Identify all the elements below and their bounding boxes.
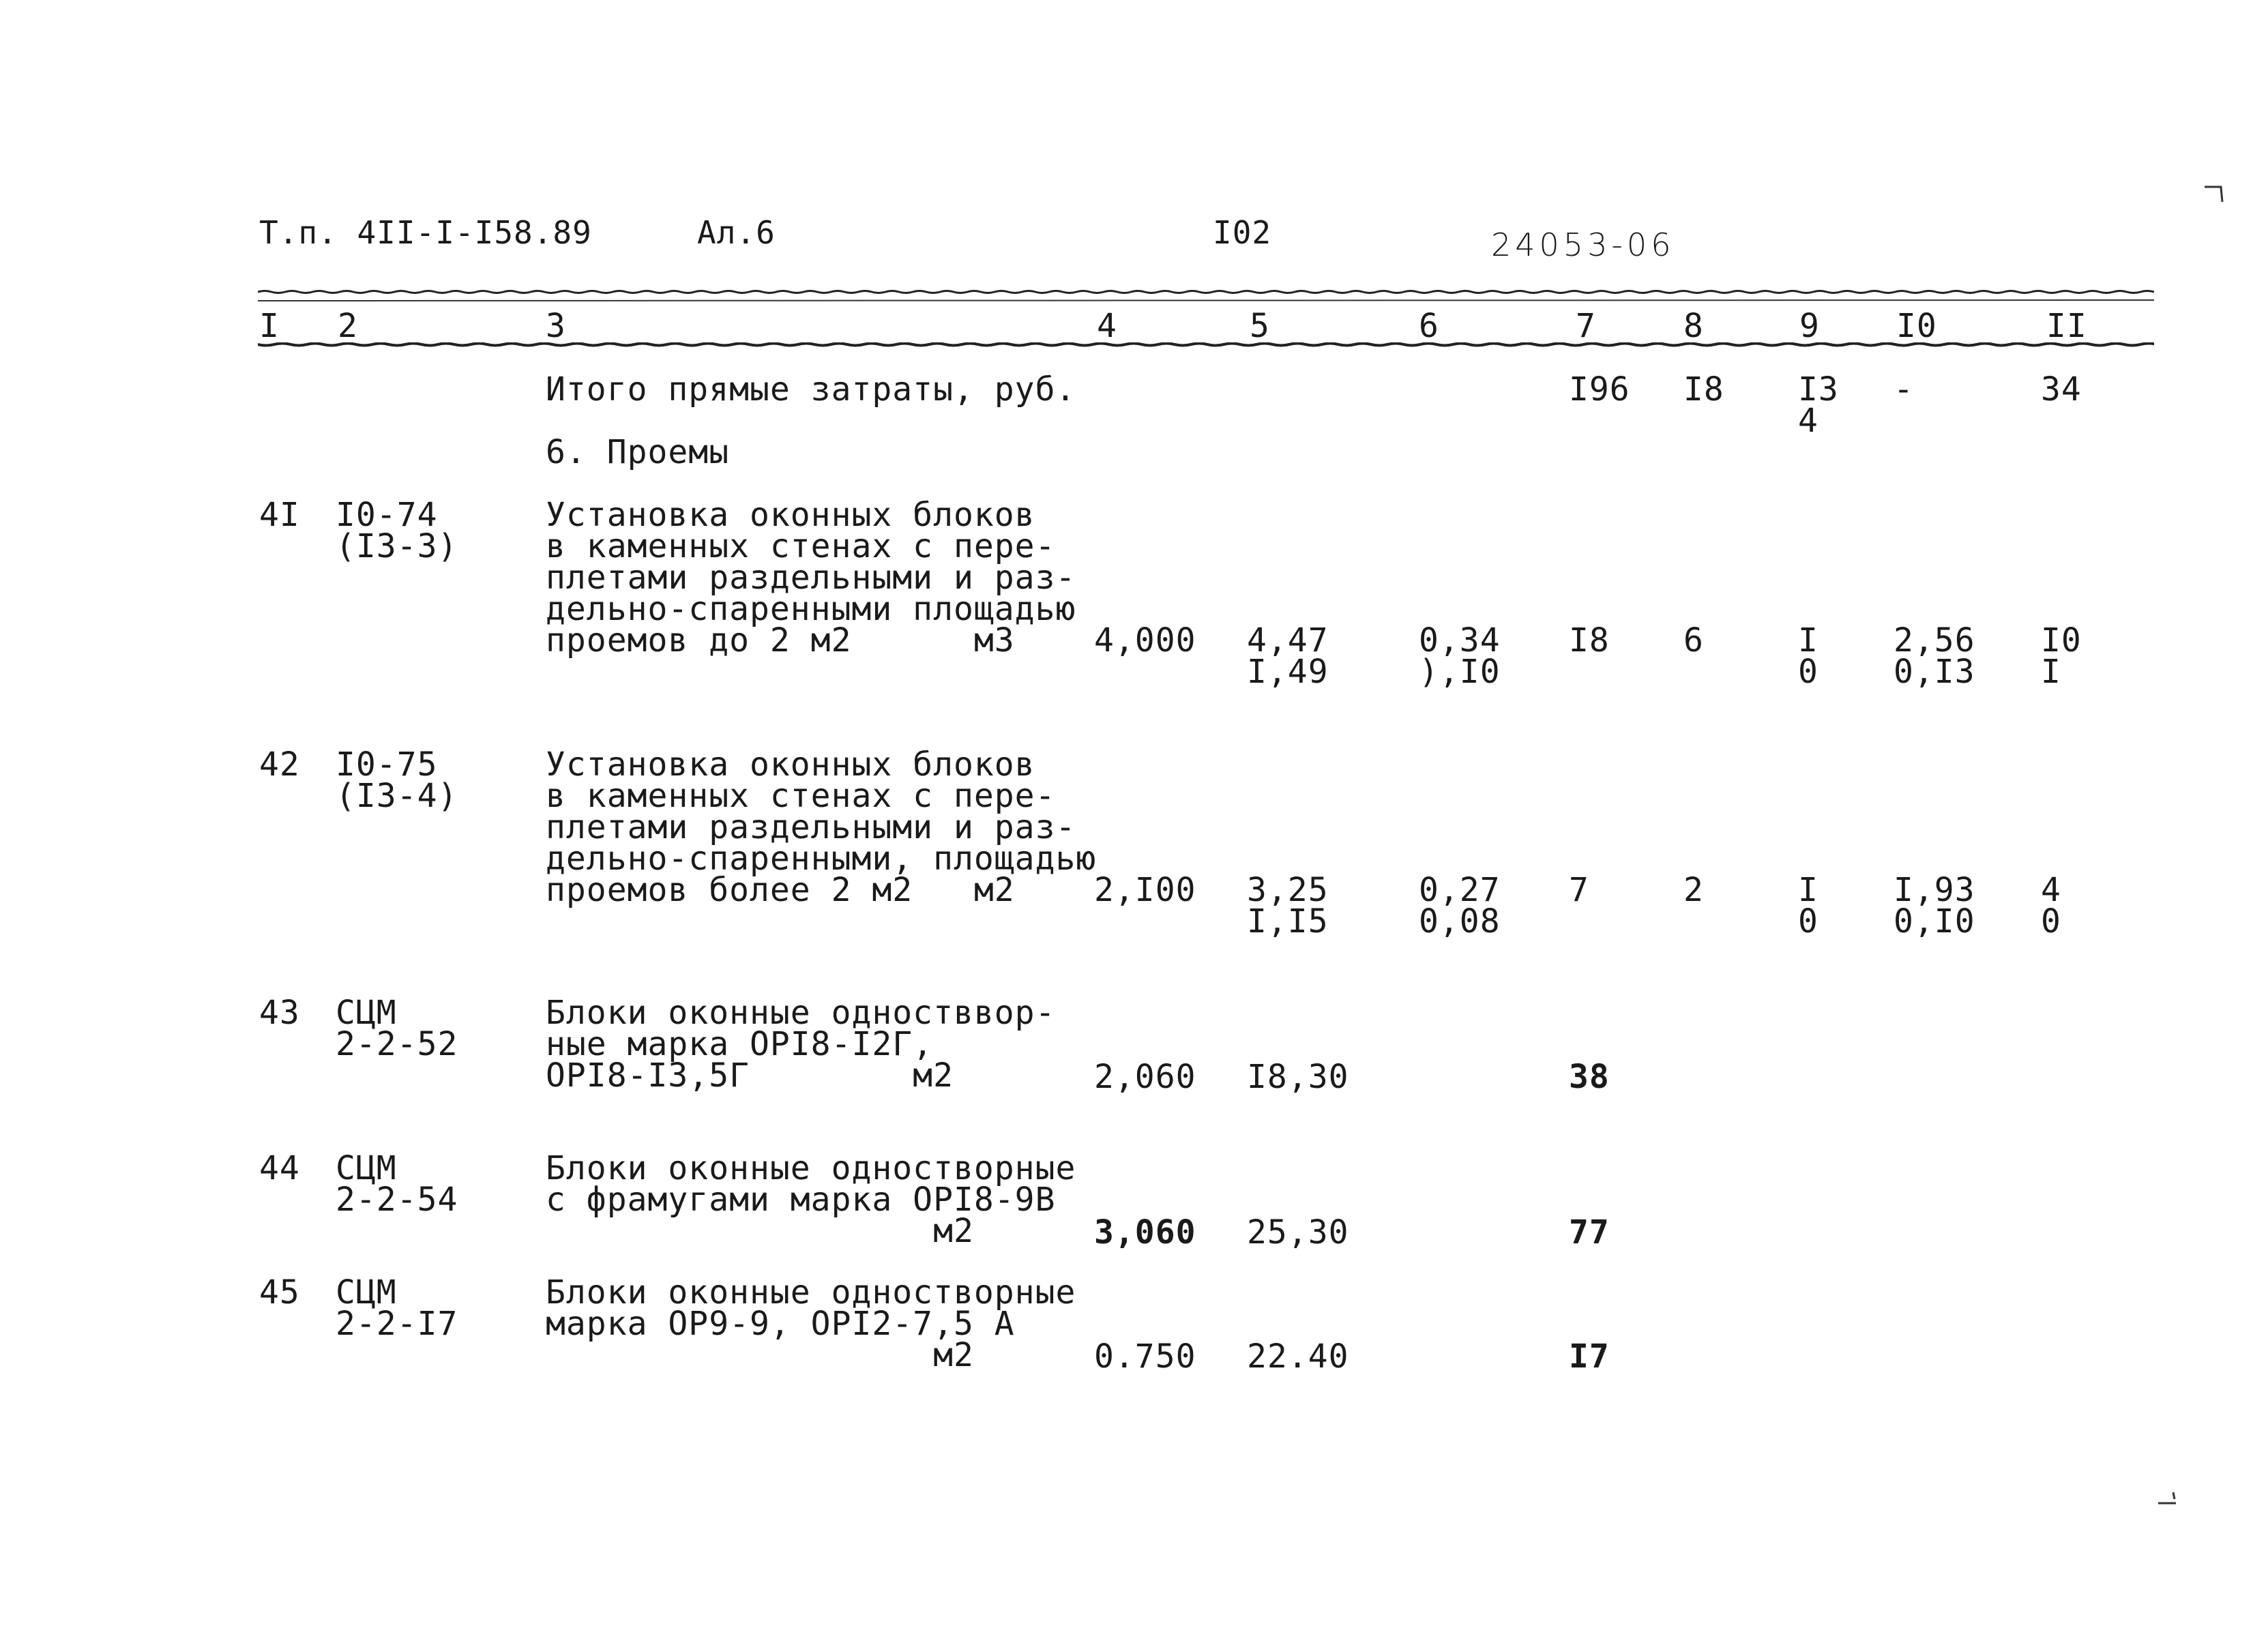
row-41-c9: I 0 xyxy=(1798,621,1818,691)
row-43-num: 43 xyxy=(259,994,300,1032)
row-42-c6: 0,27 0,08 xyxy=(1419,871,1501,941)
col-header-9: 9 xyxy=(1799,307,1820,345)
row-41-desc: Установка оконных блоков в каменных стенах с пере- плетами раздельными и раз- дельно-спаренными площадью проемов до 2 м2 м3 xyxy=(546,496,1076,660)
row-44-desc: Блоки оконные одностворные с фрамугами марка ОРI8-9В м2 xyxy=(546,1149,1076,1250)
total-c10: - xyxy=(1894,370,1914,409)
row-41-code: I0-74 (I3-3) xyxy=(336,496,458,565)
row-44-c4: 3,060 xyxy=(1094,1213,1196,1252)
row-45-code: СЦМ 2-2-I7 xyxy=(336,1273,458,1343)
total-c9: I3 4 xyxy=(1798,370,1839,440)
row-42-c8: 2 xyxy=(1683,871,1704,909)
row-44-code: СЦМ 2-2-54 xyxy=(336,1149,458,1219)
total-c8: I8 xyxy=(1683,370,1724,409)
col-header-11: II xyxy=(2046,307,2087,345)
row-42-num: 42 xyxy=(259,745,300,784)
row-42-code: I0-75 (I3-4) xyxy=(336,745,458,815)
header-rule-bottom xyxy=(258,342,2154,347)
row-43-c5: I8,30 xyxy=(1247,1058,1349,1096)
row-43-c4: 2,060 xyxy=(1094,1058,1196,1096)
row-42-c4: 2,I00 xyxy=(1094,871,1196,909)
row-41-c4: 4,000 xyxy=(1094,621,1196,660)
col-header-7: 7 xyxy=(1576,307,1596,345)
col-header-10: I0 xyxy=(1896,307,1937,345)
row-45-num: 45 xyxy=(259,1273,300,1312)
row-43-desc: Блоки оконные одностввор- ные марка ОРI8-I2Г, ОРI8-I3,5Г м2 xyxy=(546,994,1056,1095)
row-45-c5: 22.40 xyxy=(1247,1337,1349,1376)
row-41-c8: 6 xyxy=(1683,621,1704,660)
album-label: Ал.6 xyxy=(697,214,776,251)
row-41-c6: 0,34 ),I0 xyxy=(1419,621,1501,691)
col-header-6: 6 xyxy=(1419,307,1439,345)
row-44-c7: 77 xyxy=(1569,1213,1610,1252)
row-41-num: 4I xyxy=(259,496,300,534)
col-header-8: 8 xyxy=(1683,307,1704,345)
row-45-c4: 0.750 xyxy=(1094,1337,1196,1376)
header-rule-top xyxy=(258,290,2154,295)
row-42-c9: I 0 xyxy=(1798,871,1818,941)
col-header-4: 4 xyxy=(1097,307,1117,345)
row-42-c10: I,93 0,I0 xyxy=(1894,871,1975,941)
row-43-code: СЦМ 2-2-52 xyxy=(336,994,458,1063)
col-header-3: 3 xyxy=(546,307,566,345)
handwritten-code: 24053-06 xyxy=(1491,226,1675,263)
total-c11: 34 xyxy=(2041,370,2082,409)
row-41-c10: 2,56 0,I3 xyxy=(1894,621,1975,691)
row-42-desc: Установка оконных блоков в каменных стенах с пере- плетами раздельными и раз- дельно-спаренными, площадью проемов более 2 м2 м2 xyxy=(546,745,1097,909)
col-header-5: 5 xyxy=(1250,307,1270,345)
row-44-c5: 25,30 xyxy=(1247,1213,1349,1252)
row-42-c7: 7 xyxy=(1569,871,1589,909)
row-41-c5: 4,47 I,49 xyxy=(1247,621,1329,691)
row-45-desc: Блоки оконные одностворные марка ОР9-9, ОРI2-7,5 А м2 xyxy=(546,1273,1076,1374)
row-44-num: 44 xyxy=(259,1149,300,1187)
page-number: I02 xyxy=(1213,214,1272,251)
col-header-1: I xyxy=(259,307,280,345)
total-c7: I96 xyxy=(1569,370,1630,409)
row-41-c7: I8 xyxy=(1569,621,1610,660)
corner-mark-icon xyxy=(2202,181,2229,209)
row-43-c7: 38 xyxy=(1569,1058,1610,1096)
total-label: Итого прямые затраты, руб. xyxy=(546,370,1076,409)
header-rule-top-2 xyxy=(258,298,2154,303)
row-42-c5: 3,25 I,I5 xyxy=(1247,871,1329,941)
row-41-c11: I0 I xyxy=(2041,621,2082,691)
scan-mark-icon xyxy=(2155,1484,2183,1511)
row-45-c7: I7 xyxy=(1569,1337,1610,1376)
section-title: 6. Проемы xyxy=(546,433,730,471)
row-42-c11: 4 0 xyxy=(2041,871,2061,941)
doc-code: Т.п. 4II-I-I58.89 xyxy=(259,214,592,251)
col-header-2: 2 xyxy=(338,307,358,345)
